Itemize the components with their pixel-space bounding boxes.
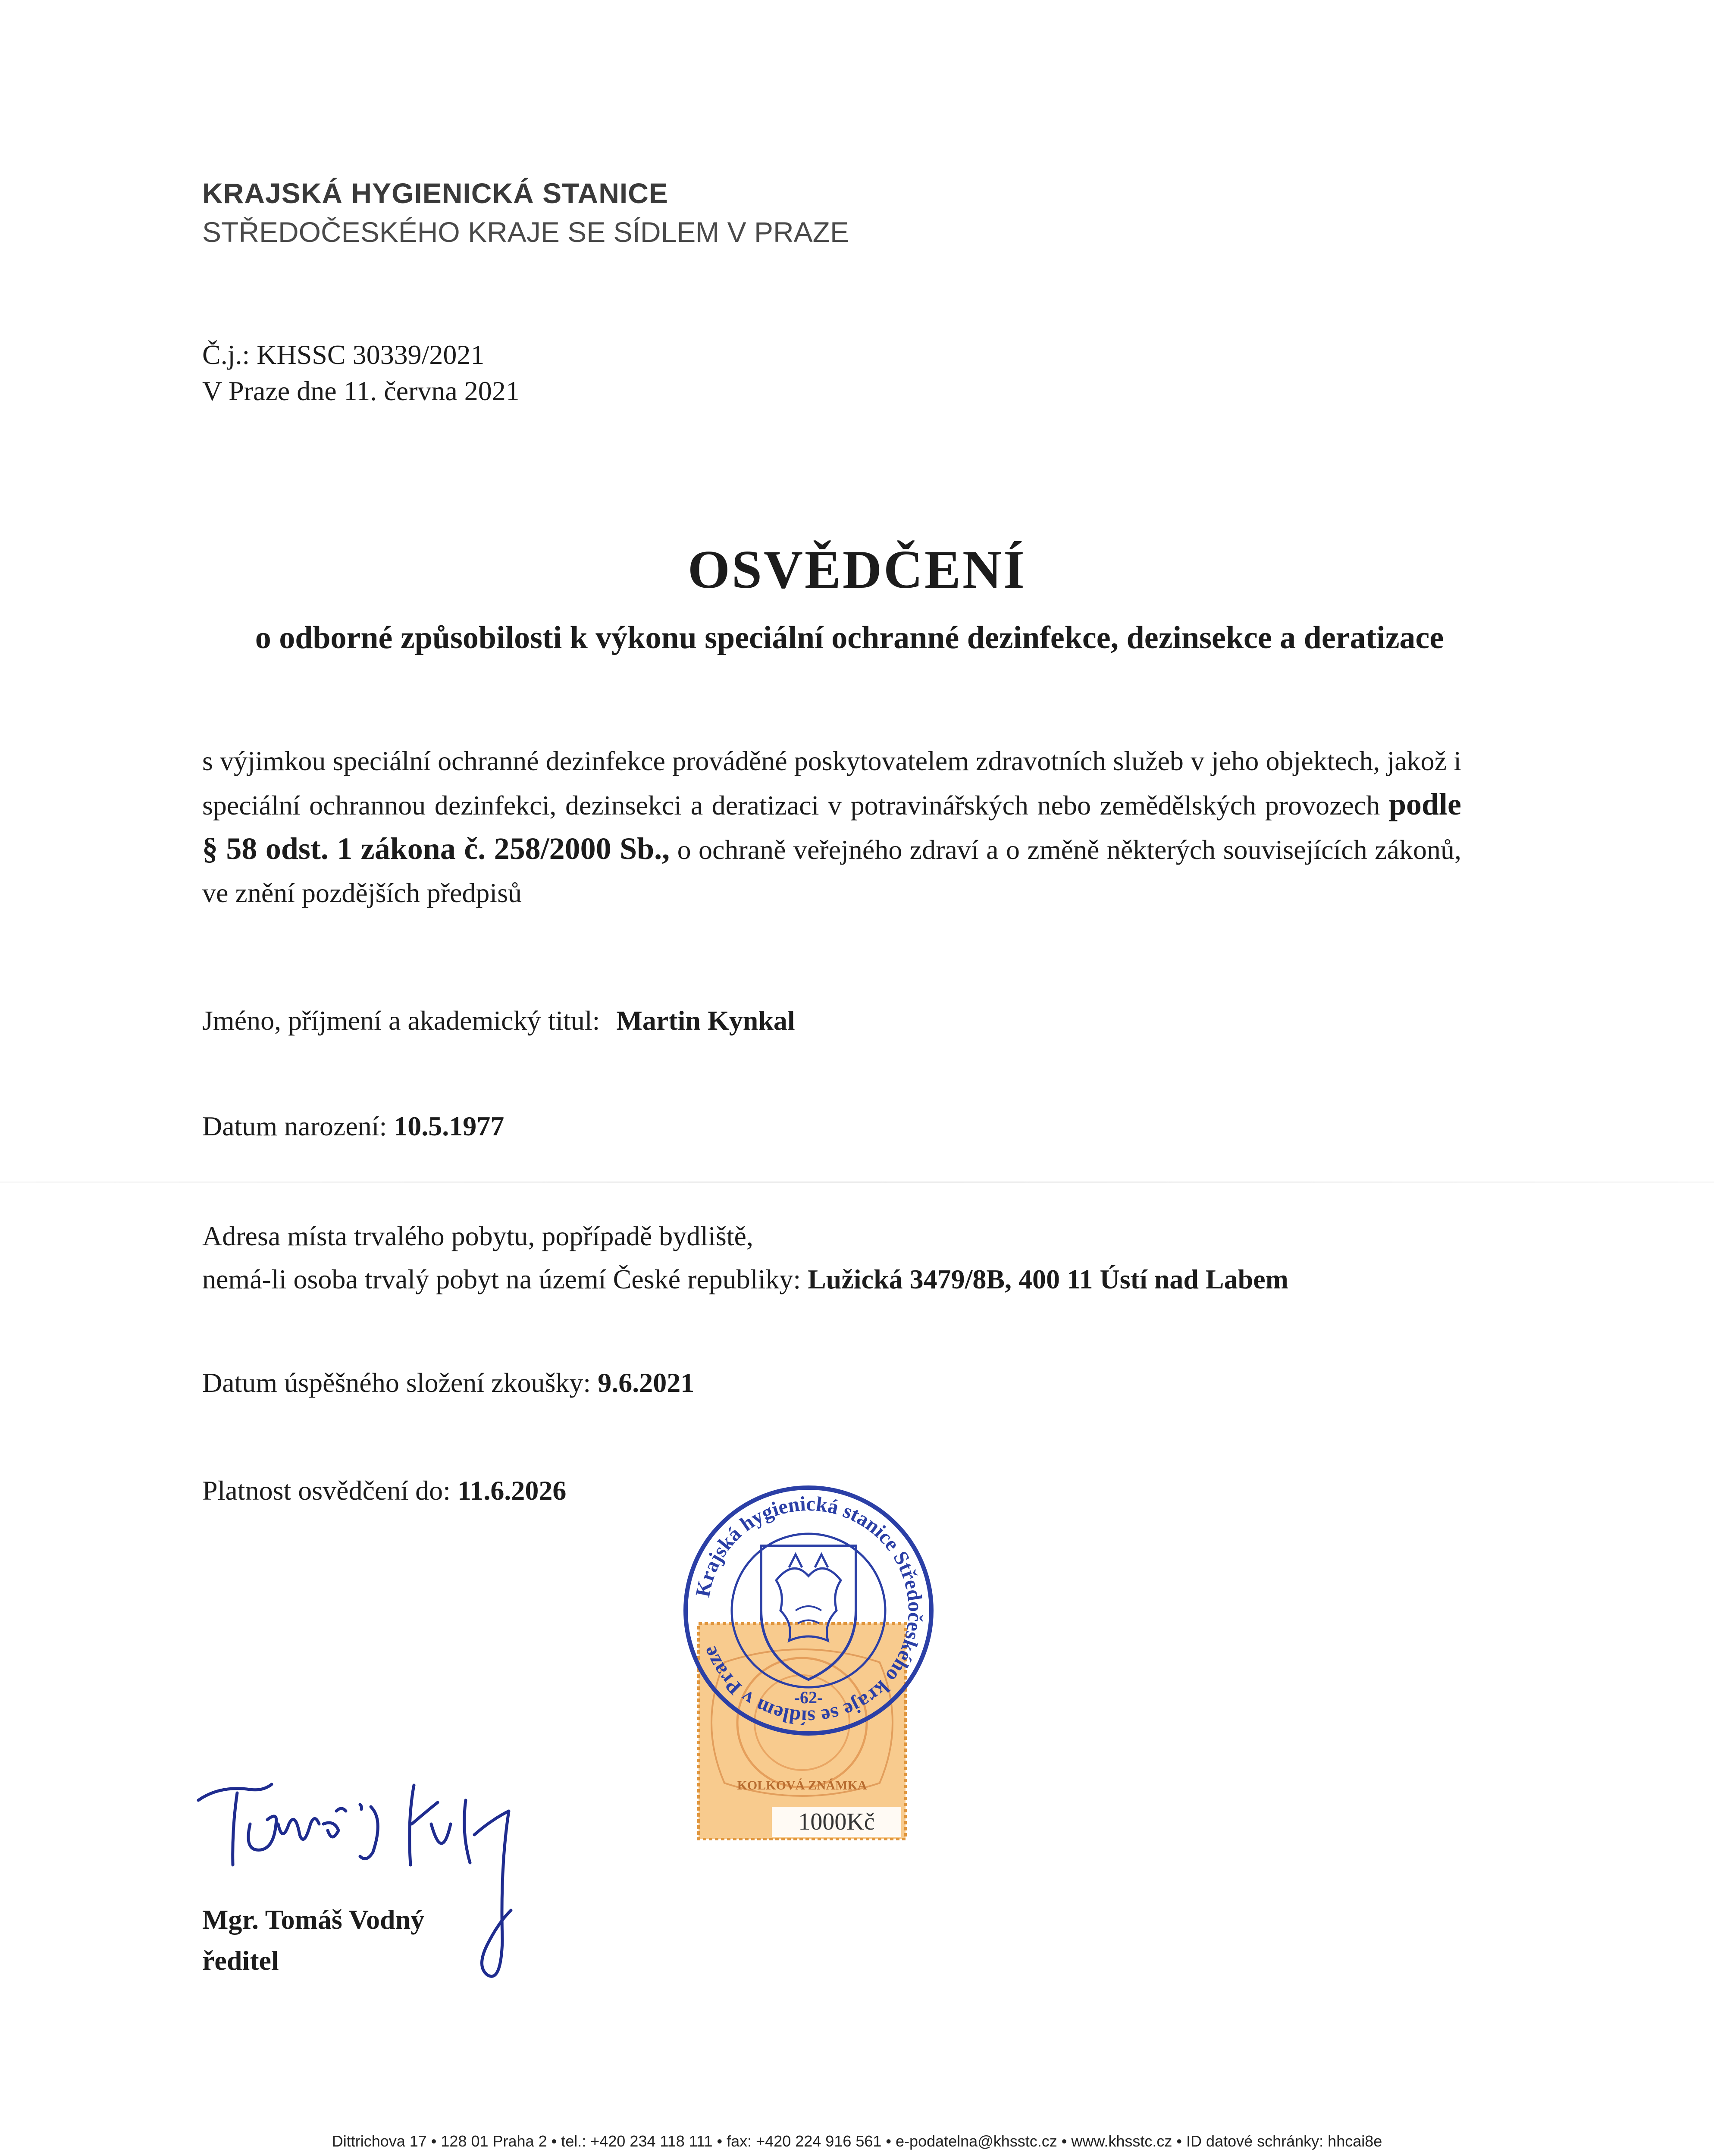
- signer-title: ředitel: [202, 1945, 279, 1976]
- organization-subtitle: STŘEDOČESKÉHO KRAJE SE SÍDLEM V PRAZE: [202, 216, 849, 248]
- official-stamp: [647, 1481, 966, 1843]
- holder-name-field: [202, 1005, 795, 1037]
- address-field: [202, 1263, 1288, 1295]
- birth-date-value: 10.5.1977: [394, 1111, 504, 1141]
- revenue-stamp-value: 1000Kč: [798, 1808, 875, 1835]
- round-stamp: [686, 1488, 931, 1733]
- document-subtitle: o odborné způsobilosti k výkonu speciální ochranné dezinfekce, dezinsekce a deratizace: [255, 620, 1444, 655]
- validity-value: 11.6.2026: [457, 1475, 567, 1506]
- revenue-stamp-text: KOLKOVÁ ZNÁMKA: [737, 1778, 867, 1792]
- paper-fold-line: [0, 1181, 1714, 1183]
- intro-text-part2: o ochraně veřejného zdraví a o změně některých souvisejících zákonů, ve znění pozdějších předpisů: [202, 834, 1461, 908]
- address-value: Lužická 3479/8B, 400 11 Ústí nad Labem: [808, 1264, 1288, 1294]
- organization-name: KRAJSKÁ HYGIENICKÁ STANICE: [202, 177, 668, 209]
- intro-paragraph: [202, 740, 1461, 915]
- law-reference: podle § 58 odst. 1 zákona č. 258/2000 Sb.,: [202, 787, 1461, 866]
- document-title: OSVĚDČENÍ: [687, 540, 1027, 600]
- signer-name: Mgr. Tomáš Vodný: [202, 1904, 425, 1935]
- exam-date-field: [202, 1367, 694, 1399]
- stamp-number: -62-: [794, 1688, 823, 1707]
- validity-label: Platnost osvědčení do:: [202, 1475, 457, 1506]
- exam-date-value: 9.6.2021: [598, 1367, 695, 1398]
- reference-number: Č.j.: KHSSC 30339/2021: [202, 339, 485, 370]
- holder-name-label: Jméno, příjmení a akademický titul:: [202, 1005, 600, 1036]
- validity-field: [202, 1475, 566, 1507]
- address-label-line2: nemá-li osoba trvalý pobyt na území České republiky:: [202, 1264, 808, 1294]
- stamp-ring-text: Krajská hygienická stanice Středočeského kraje se sídlem v Praze: [691, 1492, 927, 1729]
- issue-date: V Praze dne 11. června 2021: [202, 376, 520, 406]
- birth-date-label: Datum narození:: [202, 1111, 394, 1141]
- intro-text-part1: s výjimkou speciální ochranné dezinfekce prováděné poskytovatelem zdravotních služeb v jeho objektech, jakož i speciální ochrannou dezinfekci, dezinsekci a deratizaci v potravinářských nebo zemědělských provozech: [202, 746, 1461, 821]
- footer-contact: Dittrichova 17 • 128 01 Praha 2 • tel.: +420 234 118 111 • fax: +420 224 916 561 • e-podatelna@khsstc.cz • www.khsstc.cz • ID datové schránky: hhcai8e: [332, 2132, 1382, 2150]
- exam-date-label: Datum úspěšného složení zkoušky:: [202, 1367, 598, 1398]
- birth-date-field: [202, 1110, 504, 1142]
- address-label-line1: Adresa místa trvalého pobytu, popřípadě bydliště,: [202, 1221, 753, 1251]
- holder-name-value: Martin Kynkal: [616, 1005, 795, 1036]
